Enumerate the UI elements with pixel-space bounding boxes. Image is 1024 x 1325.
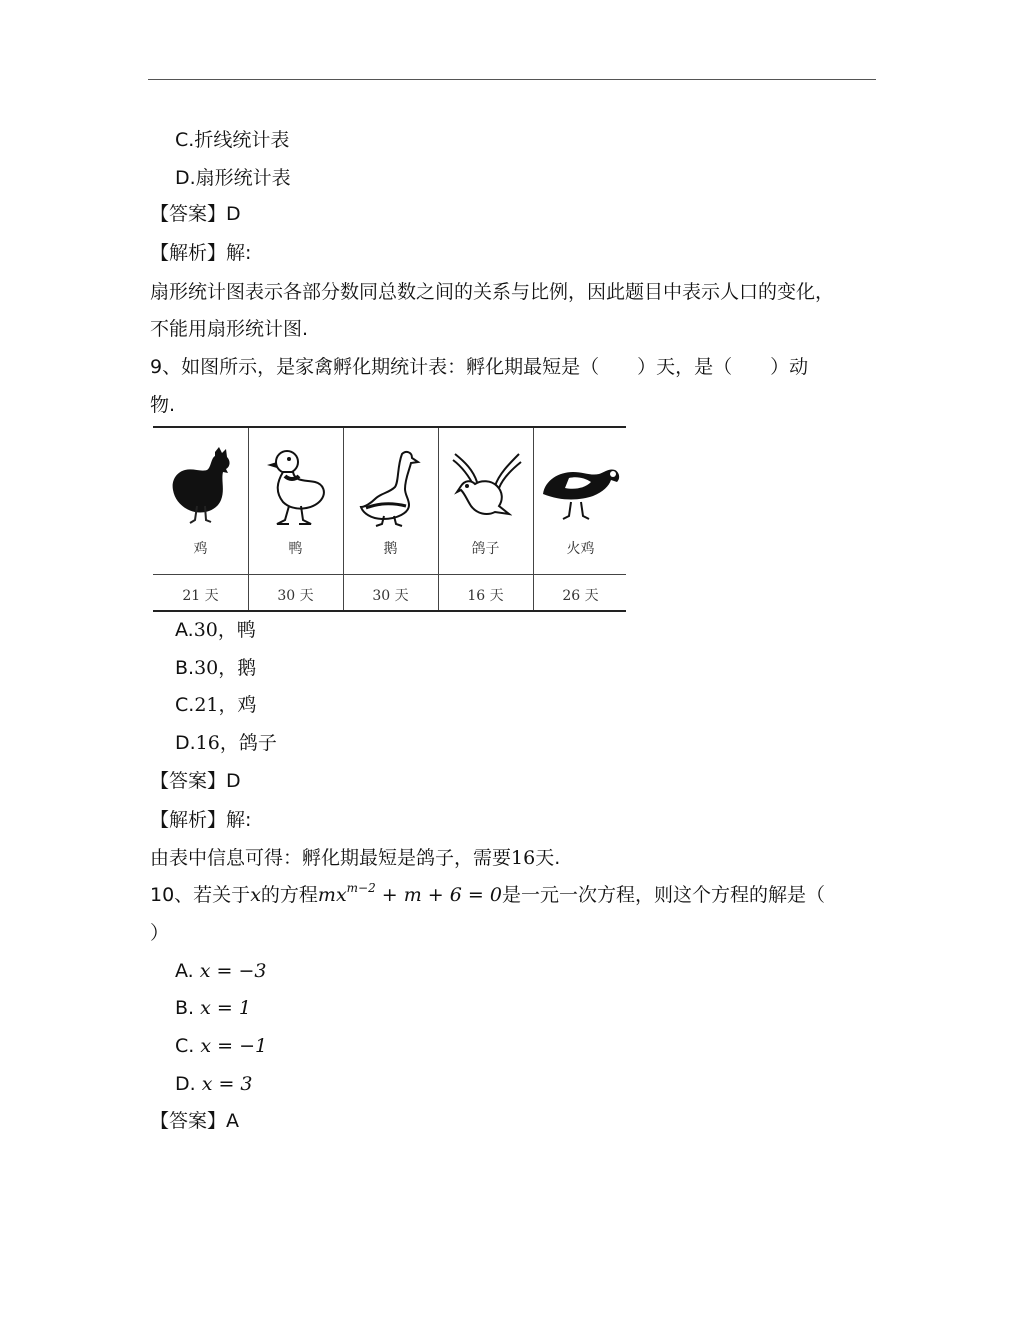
incubation-days: 26 天 bbox=[562, 588, 599, 604]
incubation-table bbox=[153, 426, 626, 612]
q8-analysis-label: 【解析】解: bbox=[150, 242, 252, 264]
pigeon-icon bbox=[449, 446, 523, 528]
table-col-sep bbox=[248, 428, 249, 610]
q9-stem-line-1: 9、如图所示，是家禽孵化期统计表：孵化期最短是（ ）天，是（ ）动 bbox=[150, 356, 809, 378]
q8-answer: 【答案】D bbox=[150, 203, 241, 225]
chicken-icon bbox=[167, 446, 237, 528]
q8-analysis-line-1: 扇形统计图表示各部分数同总数之间的关系与比例，因此题目中表示人口的变化， bbox=[150, 281, 835, 303]
incubation-days: 30 天 bbox=[372, 588, 409, 604]
q8-option-c[interactable]: C.折线统计表 bbox=[175, 129, 290, 151]
q9-option-b[interactable]: B.30，鹅 bbox=[175, 657, 257, 679]
q10-answer: 【答案】A bbox=[150, 1110, 240, 1132]
q10-option-c[interactable]: C. x = −1 bbox=[175, 1035, 268, 1057]
q9-analysis-line: 由表中信息可得：孵化期最短是鸽子，需要16天. bbox=[150, 847, 561, 869]
q9-analysis-label: 【解析】解: bbox=[150, 809, 252, 831]
table-col-sep bbox=[438, 428, 439, 610]
animal-name: 火鸡 bbox=[566, 541, 595, 557]
animal-name: 鹅 bbox=[383, 541, 398, 557]
q8-option-d[interactable]: D.扇形统计表 bbox=[175, 167, 291, 189]
header-rule bbox=[148, 79, 876, 80]
q8-analysis-line-2: 不能用扇形统计图. bbox=[150, 318, 309, 340]
q10-option-d[interactable]: D. x = 3 bbox=[175, 1073, 253, 1095]
animal-name: 鸭 bbox=[288, 541, 303, 557]
turkey-icon bbox=[539, 446, 623, 528]
q10-option-b[interactable]: B. x = 1 bbox=[175, 997, 251, 1019]
animal-name: 鸽子 bbox=[471, 541, 500, 557]
animal-name: 鸡 bbox=[193, 541, 208, 557]
q9-answer: 【答案】D bbox=[150, 770, 241, 792]
table-col-sep bbox=[343, 428, 344, 610]
incubation-days: 21 天 bbox=[182, 588, 219, 604]
incubation-days: 30 天 bbox=[277, 588, 314, 604]
q10-option-a[interactable]: A. x = −3 bbox=[175, 960, 267, 982]
q9-stem-line-2: 物. bbox=[150, 394, 176, 416]
q10-stem-line-1: 10、若关于x的方程$mx^{m-2} + m + 6 = 0$是一元一次方程，则这个方程的解是（ bbox=[150, 881, 825, 906]
table-divider bbox=[153, 574, 626, 575]
q9-option-a[interactable]: A.30，鸭 bbox=[175, 619, 256, 641]
incubation-days: 16 天 bbox=[467, 588, 504, 604]
equation: $mx^{m-2} + m + 6 = 0$ bbox=[317, 881, 502, 906]
duck-icon bbox=[265, 446, 329, 528]
q10-stem-line-2: ） bbox=[150, 922, 170, 944]
q9-option-d[interactable]: D.16，鸽子 bbox=[175, 732, 277, 754]
table-col-sep bbox=[533, 428, 534, 610]
goose-icon bbox=[358, 446, 424, 528]
q9-option-c[interactable]: C.21，鸡 bbox=[175, 694, 257, 716]
